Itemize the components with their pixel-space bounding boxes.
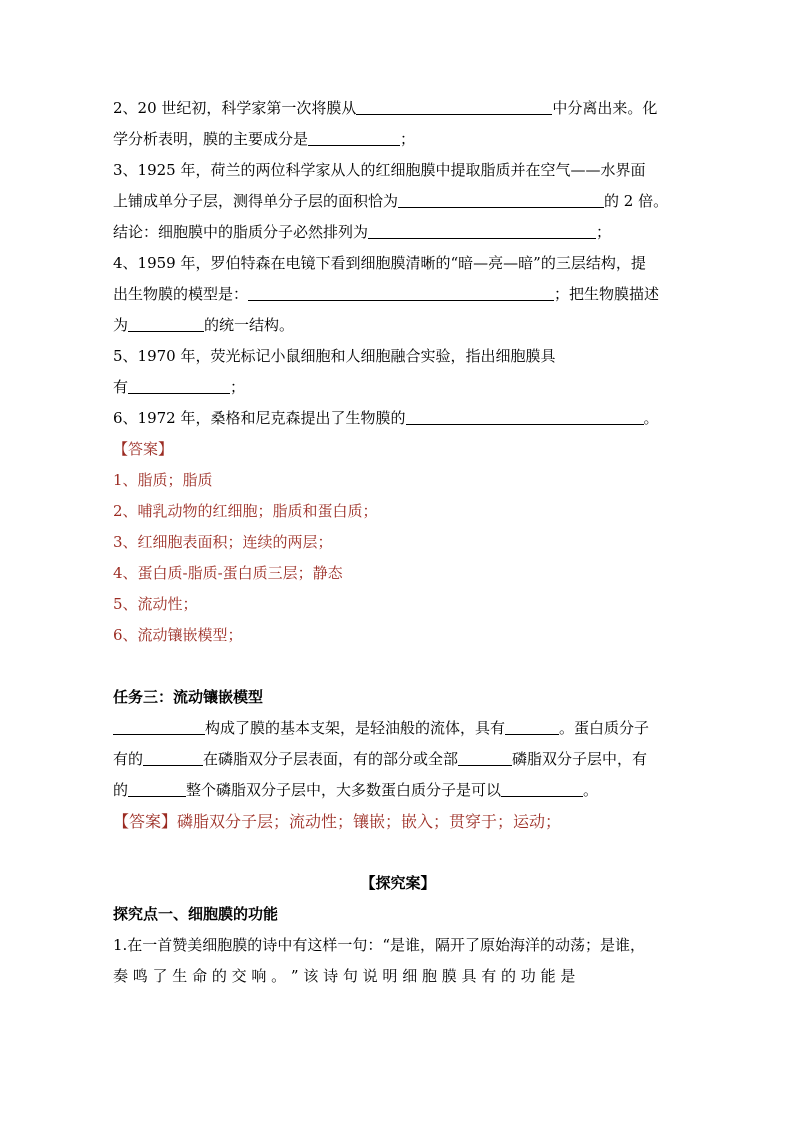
q4-text-5: 的统一结构。 [204, 316, 295, 334]
q2-line-2 [113, 124, 683, 155]
explore-q1-line-2: 奏 鸣 了 生 命 的 交 响 。 ” 该 诗 句 说 明 细 胞 膜 具 有 的 功 能 是 [113, 967, 576, 985]
task3-text-3: 有的 [113, 750, 144, 768]
q3-line-2 [113, 186, 683, 217]
answer-item: 1、脂质；脂质 [113, 471, 213, 489]
q5-line-2 [113, 372, 683, 403]
q3-line-3 [113, 217, 683, 248]
spacer-2 [113, 837, 683, 868]
q4-text: 4、1959 年，罗伯特森在电镜下看到细胞膜清晰的“暗—亮—暗”的三层结构，提 [113, 254, 646, 272]
q4-line-1 [113, 248, 683, 279]
explore-q1-line-1: 1.在一首赞美细胞膜的诗中有这样一句：“是谁，隔开了原始海洋的动荡；是谁， [113, 936, 645, 954]
q3-text-4: ； [596, 223, 612, 241]
q5-text-2: 有 [113, 378, 129, 396]
q4-text-4: 为 [113, 316, 129, 334]
q4-text-3: ；把生物膜描述 [554, 285, 660, 303]
q6-text: 6、1972 年，桑格和尼克森提出了生物膜的 [113, 409, 406, 427]
answer-item: 3、红细胞表面积；连续的两层； [113, 533, 333, 551]
q3-text-3: 的 2 倍。 [604, 192, 669, 210]
q3-line-1 [113, 155, 683, 186]
spacer [113, 651, 683, 682]
q2-text-2: 中分离出来。化 [552, 99, 658, 117]
q2-text: 2、20 世纪初，科学家第一次将膜从 [113, 99, 357, 117]
task3-blank-5 [128, 781, 186, 797]
answer-item: 6、流动镶嵌模型； [113, 626, 243, 644]
answer-label: 【答案】 [113, 440, 174, 458]
q2-line-1 [113, 93, 683, 124]
answer-item: 4、蛋白质-脂质-蛋白质三层；静态 [113, 564, 343, 582]
task3-blank-4 [458, 750, 512, 766]
document-content [113, 93, 683, 992]
q6-line [113, 403, 683, 434]
task3-blank-6 [501, 781, 583, 797]
task3-text-7: 整个磷脂双分子层中，大多数蛋白质分子是可以 [186, 781, 502, 799]
task3-blank-2 [505, 719, 559, 735]
q2-text-4: ； [400, 130, 416, 148]
q5-text-3: ； [230, 378, 246, 396]
q6-text-2: 。 [643, 409, 659, 427]
q2-blank-1 [356, 99, 552, 115]
q6-blank [406, 409, 644, 425]
explore-point-1: 探究点一、细胞膜的功能 [113, 905, 279, 923]
task3-title: 任务三：流动镶嵌模型 [113, 688, 264, 706]
q5-text: 5、1970 年，荧光标记小鼠细胞和人细胞融合实验，指出细胞膜具 [113, 347, 556, 365]
task3-line-3 [113, 775, 683, 806]
explore-heading: 【探究案】 [360, 874, 436, 892]
q3-blank-1 [398, 192, 604, 208]
task3-text: 构成了膜的基本支架，是轻油般的流体，具有 [205, 719, 506, 737]
q4-line-3 [113, 310, 683, 341]
task3-text-5: 磷脂双分子层中，有 [512, 750, 648, 768]
q3-text: 3、1925 年，荷兰的两位科学家从人的红细胞膜中提取脂质并在空气——水界面 [113, 161, 646, 179]
task3-answer: 【答案】磷脂双分子层；流动性；镶嵌；嵌入；贯穿于；运动； [113, 812, 562, 831]
q3-text-2: 上铺成单分子层，测得单分子层的面积恰为 [113, 192, 399, 210]
task3-line-2 [113, 744, 683, 775]
task3-text-8: 。 [583, 781, 599, 799]
task3-text-6: 的 [113, 781, 129, 799]
task3-blank-1 [113, 719, 205, 735]
q4-line-2 [113, 279, 683, 310]
task3-text-2: 。蛋白质分子 [559, 719, 650, 737]
q5-line-1 [113, 341, 683, 372]
task3-text-4: 在磷脂双分子层表面，有的部分或全部 [203, 750, 459, 768]
q4-text-2: 出生物膜的模型是： [113, 285, 249, 303]
q4-blank-2 [128, 316, 204, 332]
task3-line-1 [113, 713, 683, 744]
q3-blank-2 [368, 223, 596, 239]
answer-item: 2、哺乳动物的红细胞；脂质和蛋白质； [113, 502, 378, 520]
q3-conclusion: 结论：细胞膜中的脂质分子必然排列为 [113, 223, 369, 241]
answer-item: 5、流动性； [113, 595, 198, 613]
q5-blank [128, 378, 230, 394]
task3-blank-3 [143, 750, 203, 766]
q2-blank-2 [308, 130, 400, 146]
q4-blank-1 [248, 285, 554, 301]
q2-text-3: 学分析表明，膜的主要成分是 [113, 130, 309, 148]
